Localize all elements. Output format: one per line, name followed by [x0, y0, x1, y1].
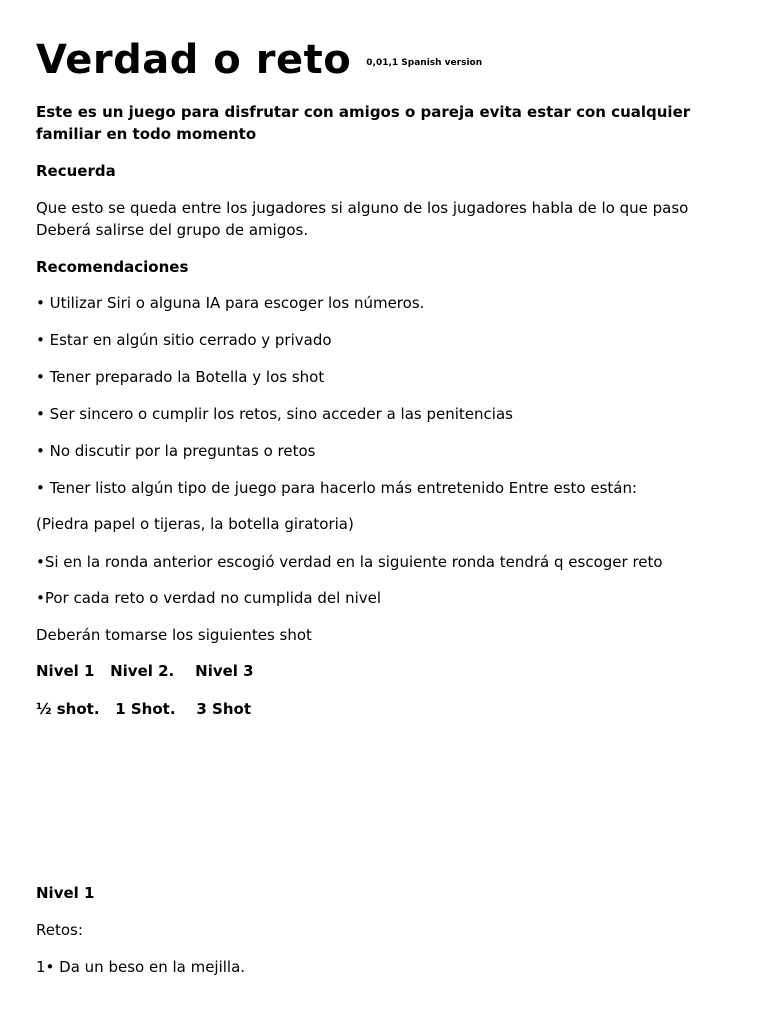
reto-item: 1• Da un beso en la mejilla. — [36, 958, 246, 976]
version-label: 0,01,1 Spanish version — [366, 58, 483, 68]
rule-no-cumplida: •Por cada reto o verdad no cumplida del nivel — [36, 589, 382, 607]
levels-row: Nivel 1 Nivel 2. Nivel 3 — [36, 662, 254, 680]
level1-heading: Nivel 1 — [36, 884, 95, 902]
recommendation-item: • Tener listo algún tipo de juego para hacerlo más entretenido Entre esto están: — [36, 479, 638, 497]
recommendation-item: • Tener preparado la Botella y los shot — [36, 368, 325, 386]
recuerda-paragraph: Que esto se queda entre los jugadores si alguno de los jugadores habla de lo que paso Deberá salirse del grupo de amigos. — [36, 199, 689, 239]
shots-intro: Deberán tomarse los siguientes shot — [36, 626, 312, 644]
shots-row: ½ shot. 1 Shot. 3 Shot — [36, 700, 252, 718]
retos-label: Retos: — [36, 921, 83, 939]
document-title: Verdad o reto — [36, 37, 352, 83]
recommendation-item: • Ser sincero o cumplir los retos, sino acceder a las penitencias — [36, 405, 513, 423]
recommendation-item: • No discutir por la preguntas o retos — [36, 442, 316, 460]
intro-paragraph: Este es un juego para disfrutar con amigos o pareja evita estar con cualquier familiar en todo momento — [36, 103, 691, 143]
recomendaciones-heading: Recomendaciones — [36, 258, 189, 276]
title-row — [36, 36, 482, 84]
recommendation-item: • Utilizar Siri o alguna IA para escoger los números. — [36, 294, 425, 312]
rule-verdad-reto: •Si en la ronda anterior escogió verdad en la siguiente ronda tendrá q escoger reto — [36, 553, 663, 571]
recommendation-item: • Estar en algún sitio cerrado y privado — [36, 331, 332, 349]
recuerda-heading: Recuerda — [36, 162, 116, 180]
games-note: (Piedra papel o tijeras, la botella giratoria) — [36, 515, 354, 533]
